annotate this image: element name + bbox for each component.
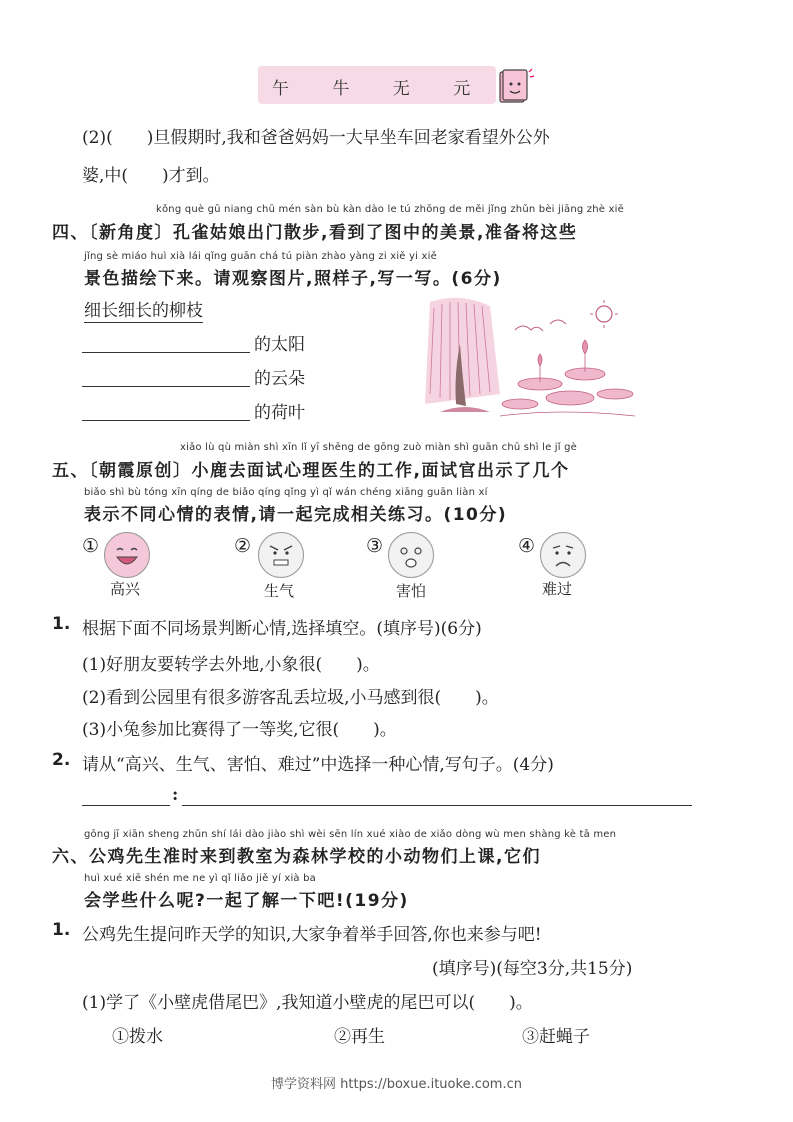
s4-blank-2[interactable] xyxy=(82,364,250,387)
s5-q2-text: 请从“高兴、生气、害怕、难过”中选择一种心情,写句子。(4分) xyxy=(82,755,554,775)
s6-pinyin1: gōng jī xiān sheng zhǔn shí lái dào jiào shì wèi sēn lín xué xiào de xiǎo dòng wù men shàng kè tā men xyxy=(84,829,617,840)
scared-face-icon xyxy=(388,532,434,578)
s5-q2-colon: : xyxy=(172,785,179,805)
s4-pinyin2: jǐng sè miáo huì xià lái qǐng guān chá tú piàn zhào yàng zi xiě yi xiě xyxy=(84,251,437,262)
s4-heading-line1: 四、〔新角度〕孔雀姑娘出门散步,看到了图中的美景,准备将这些 xyxy=(52,223,578,243)
s6-q1-num: 1. xyxy=(52,920,71,940)
s6-pinyin2: huì xué xiē shén me ne yì qǐ liǎo jiě yí xià ba xyxy=(84,873,317,884)
s4-blank-3[interactable] xyxy=(82,398,250,421)
q3-2-line2: 婆,中( )才到。 xyxy=(82,166,220,186)
s6-q1-text: 公鸡先生提问昨天学的知识,大家争着举手回答,你也来参与吧! xyxy=(82,925,542,945)
face-num-1: ① xyxy=(82,535,100,557)
s4-blank-label-3: 的荷叶 xyxy=(254,403,305,423)
s6-q1-item1: (1)学了《小壁虎借尾巴》,我知道小壁虎的尾巴可以( )。 xyxy=(82,993,533,1013)
footer-watermark: 博学资料网 https://boxue.ituoke.com.cn xyxy=(271,1077,522,1092)
face-label-4: 难过 xyxy=(542,580,573,598)
s4-pinyin1: kǒng què gū niang chū mén sàn bù kàn dào le tú zhōng de měi jǐng zhǔn bèi jiāng zhè xiē xyxy=(156,204,624,215)
s5-q2-num: 2. xyxy=(52,750,71,770)
s5-q1-item1: (1)好朋友要转学去外地,小象很( )。 xyxy=(82,655,380,675)
s4-blank-label-1: 的太阳 xyxy=(254,335,305,355)
s5-heading-line2: 表示不同心情的表情,请一起完成相关练习。(10分) xyxy=(84,505,508,525)
willow-pond-illustration xyxy=(420,294,640,422)
s5-q1-item2: (2)看到公园里有很多游客乱丢垃圾,小马感到很( )。 xyxy=(82,688,499,708)
s4-example: 细长细长的柳枝 xyxy=(84,296,203,323)
face-label-1: 高兴 xyxy=(110,580,141,598)
angry-face-icon xyxy=(258,532,304,578)
s6-heading-line1: 六、公鸡先生准时来到教室为森林学校的小动物们上课,它们 xyxy=(52,847,541,867)
face-num-4: ④ xyxy=(518,535,536,557)
s4-blank-label-2: 的云朵 xyxy=(254,369,305,389)
s5-q1-item3: (3)小兔参加比赛得了一等奖,它很( )。 xyxy=(82,720,397,740)
s5-pinyin1: xiǎo lù qù miàn shì xīn lǐ yī shēng de gōng zuò miàn shì guān chū shì le jǐ gè xyxy=(180,442,578,453)
sad-face-icon xyxy=(540,532,586,578)
banner-title: 午 牛 无 元 xyxy=(272,79,473,99)
s6-q1-note: (填序号)(每空3分,共15分) xyxy=(432,959,633,979)
face-num-2: ② xyxy=(234,535,252,557)
happy-face-icon xyxy=(104,532,150,578)
s5-q2-sentence-blank[interactable] xyxy=(182,783,692,806)
s5-pinyin2: biǎo shì bù tóng xīn qíng de biǎo qíng qǐng yì qǐ wán chéng xiāng guān liàn xí xyxy=(84,487,488,498)
s6-q1-option-2: ②再生 xyxy=(334,1027,385,1047)
s5-q1-text: 根据下面不同场景判断心情,选择填空。(填序号)(6分) xyxy=(82,619,482,639)
face-label-3: 害怕 xyxy=(396,582,427,600)
s6-q1-option-3: ③赶蝇子 xyxy=(522,1027,590,1047)
s6-heading-line2: 会学些什么呢?一起了解一下吧!(19分) xyxy=(84,891,409,911)
s5-q2-mood-blank[interactable] xyxy=(82,783,170,806)
s6-q1-option-1: ①拨水 xyxy=(112,1027,163,1047)
s5-q1-num: 1. xyxy=(52,614,71,634)
face-label-2: 生气 xyxy=(264,582,295,600)
s4-blank-1[interactable] xyxy=(82,330,250,353)
book-mascot-icon xyxy=(494,66,534,106)
face-num-3: ③ xyxy=(366,535,384,557)
s4-heading-line2: 景色描绘下来。请观察图片,照样子,写一写。(6分) xyxy=(84,269,502,289)
q3-2-line1: (2)( )旦假期时,我和爸爸妈妈一大早坐车回老家看望外公外 xyxy=(82,128,550,148)
s5-heading-line1: 五、〔朝霞原创〕小鹿去面试心理医生的工作,面试官出示了几个 xyxy=(52,461,570,481)
